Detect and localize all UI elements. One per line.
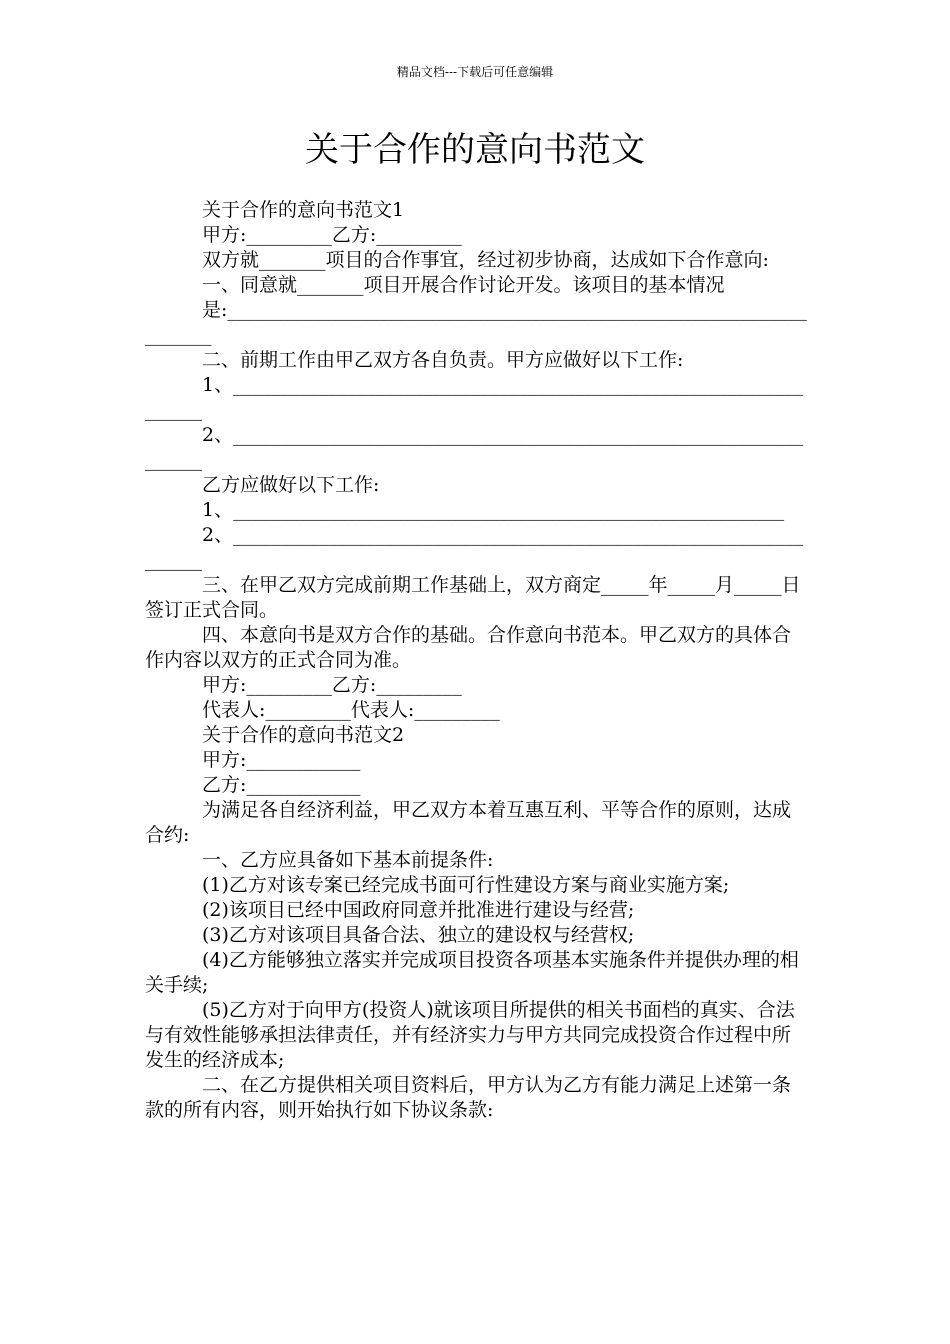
paragraph: 甲方:_________乙方:_________ — [202, 674, 462, 696]
paragraph: 乙方:____________ — [202, 774, 361, 796]
paragraph: 乙方应做好以下工作: — [202, 474, 380, 496]
paragraph: (4)乙方能够独立落实并完成项目投资各项基本实施条件并提供办理的相关手续; — [145, 949, 799, 996]
paragraph: 三、在甲乙双方完成前期工作基础上，双方商定_____年_____月_____日签订正式合同。 — [145, 574, 801, 621]
paragraph: 1、__________________________________________________________ — [202, 499, 785, 521]
paragraph: 关于合作的意向书范文2 — [202, 724, 405, 746]
paragraph: 二、前期工作由甲乙双方各自负责。甲方应做好以下工作: — [202, 349, 684, 371]
paragraph: (2)该项目已经中国政府同意并批准进行建设与经营; — [202, 899, 635, 921]
paragraph: 二、在乙方提供相关项目资料后，甲方认为乙方有能力满足上述第一条款的所有内容，则开始执行如下协议条款: — [145, 1074, 792, 1121]
paragraph: 2、__________________________________________________________________ — [145, 524, 804, 571]
paragraph: 1、__________________________________________________________________ — [145, 374, 804, 421]
document-title: 关于合作的意向书范文 — [305, 130, 645, 170]
paragraph: 双方就_______项目的合作事宜，经过初步协商，达成如下合作意向: — [202, 249, 769, 271]
paragraph: 甲方:_________乙方:_________ — [202, 224, 462, 246]
paragraph: 为满足各自经济利益，甲乙双方本着互惠互利、平等合作的原则，达成合约: — [145, 799, 792, 846]
page-header: 精品文档---下载后可任意编辑 — [396, 65, 554, 79]
paragraph: 一、同意就_______项目开展合作讨论开发。该项目的基本情况 — [202, 274, 725, 296]
paragraph: (5)乙方对于向甲方(投资人)就该项目所提供的相关书面档的真实、合法与有效性能够承担法律责任，并有经济实力与甲方共同完成投资合作过程中所发生的经济成本; — [145, 999, 795, 1071]
paragraph: 是:____________________________________________________________________ — [145, 299, 807, 346]
paragraph: (3)乙方对该项目具备合法、独立的建设权与经营权; — [202, 924, 635, 946]
paragraph: 一、乙方应具备如下基本前提条件: — [202, 849, 494, 871]
paragraph: 关于合作的意向书范文1 — [202, 199, 405, 221]
paragraph: 甲方:____________ — [202, 749, 361, 771]
document-body — [145, 198, 807, 1123]
paragraph: 代表人:_________代表人:_________ — [202, 699, 500, 721]
paragraph: 四、本意向书是双方合作的基础。合作意向书范本。甲乙双方的具体合作内容以双方的正式合同为准。 — [145, 624, 792, 671]
paragraph: (1)乙方对该专案已经完成书面可行性建设方案与商业实施方案; — [202, 874, 730, 896]
paragraph: 2、__________________________________________________________________ — [145, 424, 804, 471]
